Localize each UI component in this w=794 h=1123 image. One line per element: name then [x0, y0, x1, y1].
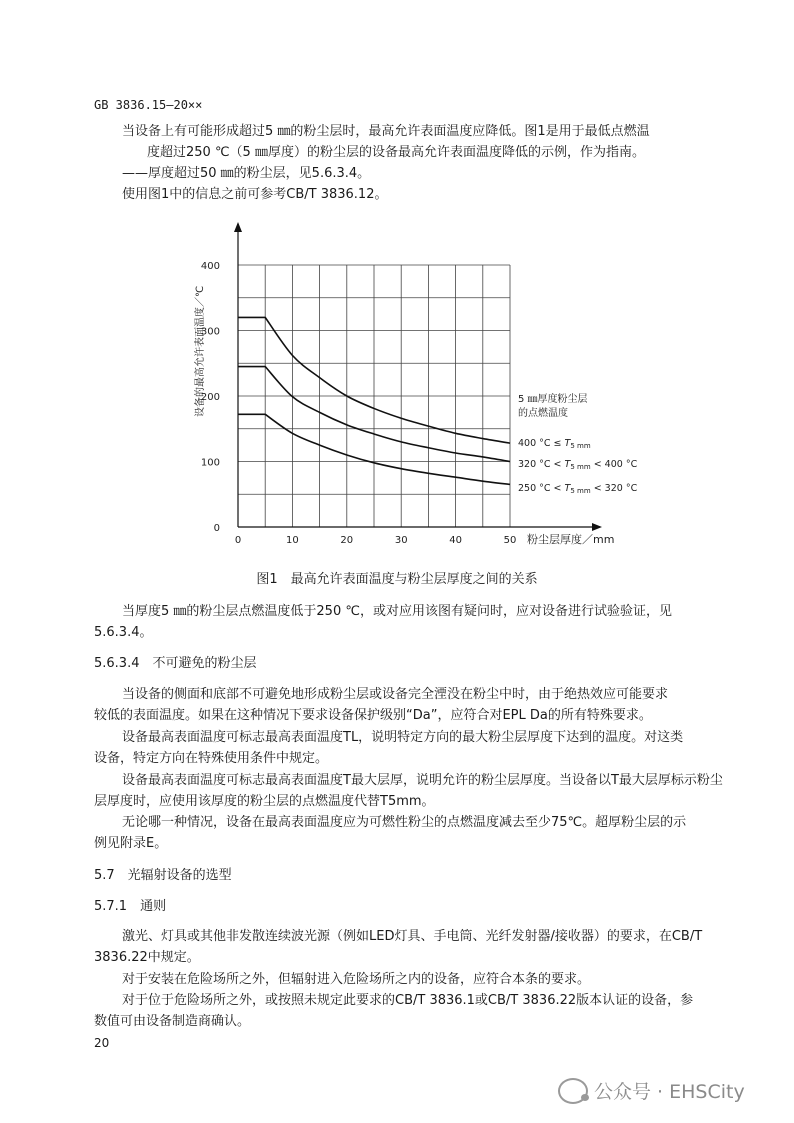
x-tick-label: 30	[394, 535, 408, 546]
chart-ticks	[201, 261, 516, 546]
dust-layer-temperature-chart	[180, 212, 640, 552]
x-tick-label: 10	[286, 535, 299, 546]
standard-header: GB 3836.15—20××	[94, 98, 203, 112]
x-tick-label: 20	[340, 535, 354, 546]
chart-y-axis-label: 设备的最高允许表面温度／℃	[195, 285, 206, 417]
body-paragraph-line: 激光、灯具或其他非发散连续波光源（例如LED灯具、手电筒、光纤发射器/接收器）的要求，在CB/T	[122, 929, 703, 944]
x-tick-label: 50	[503, 535, 517, 546]
legend-title-line-2: 的点燃温度	[518, 408, 568, 419]
intro-paragraph-line: 度超过250 ℃（5 ㎜厚度）的粉尘层的设备最高允许表面温度降低的示例，作为指南。	[147, 145, 645, 160]
body-paragraph-line: 设备最高表面温度可标志最高表面温度TL，说明特定方向的最大粉尘层厚度下达到的温度。对这类	[122, 730, 684, 745]
y-tick-label: 300	[200, 326, 220, 338]
chart-x-axis-label: 粉尘层厚度／mm	[527, 533, 615, 546]
figure-caption: 图1 最高允许表面温度与粉尘层厚度之间的关系	[256, 572, 538, 587]
section-heading-5-6-3-4: 5.6.3.4 不可避免的粉尘层	[94, 656, 257, 671]
legend-title-line-1: 5 ㎜厚度粉尘层	[518, 394, 588, 405]
body-paragraph-line: 较低的表面温度。如果在这种情况下要求设备保护级别“Da”，应符合对EPL Da的所有特殊要求。	[94, 708, 652, 723]
section-heading-5-7: 5.7 光辐射设备的选型	[94, 868, 232, 883]
body-paragraph-line: 3836.22中规定。	[94, 950, 200, 965]
body-paragraph-line: 对于安装在危险场所之外，但辐射进入危险场所之内的设备，应符合本条的要求。	[122, 972, 591, 987]
body-paragraph-line: 对于位于危险场所之外，或按照未规定此要求的CB/T 3836.1或CB/T 3836.22版本认证的设备，参	[122, 993, 694, 1008]
body-paragraph-line: 当厚度5 ㎜的粉尘层点燃温度低于250 ℃，或对应用该图有疑问时，应对设备进行试验验证，见	[122, 604, 672, 619]
watermark	[558, 1077, 745, 1104]
body-paragraph-line: 5.6.3.4。	[94, 625, 153, 640]
body-paragraph-line: 设备最高表面温度可标志最高表面温度T最大层厚，说明允许的粉尘层厚度。当设备以T最大层厚标示粉尘	[122, 773, 723, 788]
body-paragraph-line: 当设备的侧面和底部不可避免地形成粉尘层或设备完全湮没在粉尘中时，由于绝热效应可能要求	[122, 687, 669, 702]
section-heading-5-7-1: 5.7.1 通则	[94, 899, 167, 914]
y-axis-arrow	[234, 222, 242, 232]
y-tick-label: 200	[200, 392, 220, 403]
intro-dash-item: ——厚度超过50 ㎜的粉尘层，见5.6.3.4。	[122, 166, 371, 181]
chart-grid	[238, 265, 510, 527]
series-label-250-320: 250 $^\circ C < T_{5 mm} < 320$ °C	[518, 483, 638, 495]
wechat-icon	[558, 1078, 588, 1104]
body-paragraph-line: 设备，特定方向在特殊使用条件中规定。	[94, 751, 329, 766]
body-paragraph-line: 数值可由设备制造商确认。	[94, 1014, 251, 1029]
watermark-text: 公众号 · EHSCity	[594, 1081, 745, 1103]
x-tick-label: 40	[449, 535, 462, 546]
page-number: 20	[94, 1036, 110, 1050]
body-paragraph-line: 层厚度时，应使用该厚度的粉尘层的点燃温度代替T5mm。	[94, 794, 435, 809]
series-label-320-400: 320 $^\circ C < T_{5 mm} < 400$ °C	[518, 459, 638, 471]
intro-paragraph-line: 当设备上有可能形成超过5 ㎜的粉尘层时，最高允许表面温度应降低。图1是用于最低点燃温	[122, 124, 650, 139]
y-tick-label: 400	[200, 261, 220, 272]
intro-paragraph-line: 使用图1中的信息之前可参考CB/T 3836.12。	[122, 187, 388, 202]
y-tick-label: 100	[200, 457, 220, 469]
series-label-400: 400 $^\circ C \le T_{5 mm}$	[518, 438, 591, 450]
x-tick-label: 0	[234, 535, 242, 546]
y-tick-label: 0	[213, 523, 220, 534]
body-paragraph-line: 例见附录E。	[94, 836, 168, 851]
body-paragraph-line: 无论哪一种情况，设备在最高表面温度应为可燃性粉尘的点燃温度减去至少75℃。超厚粉尘层的示	[122, 815, 687, 830]
x-axis-arrow	[592, 523, 602, 531]
